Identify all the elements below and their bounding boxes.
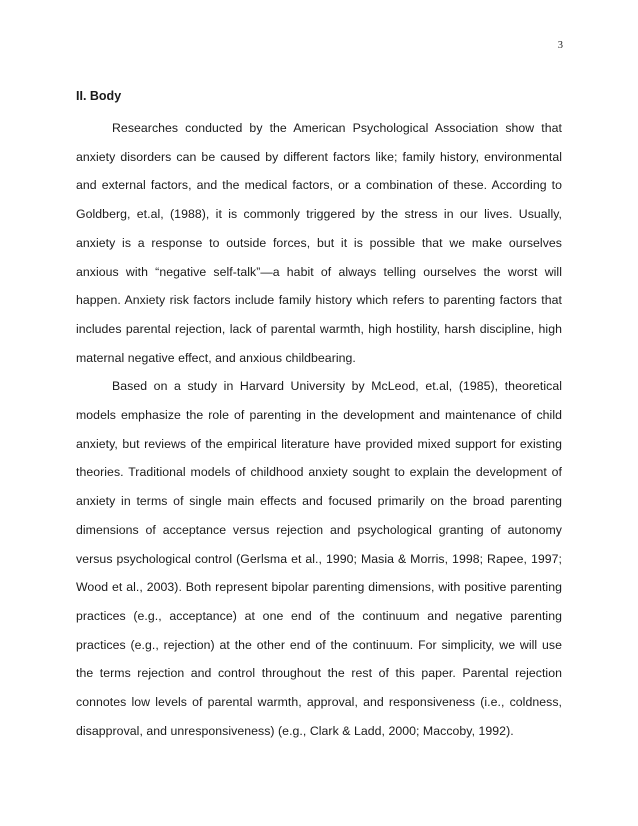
paragraph-2: Based on a study in Harvard University by McLeod, et.al, (1985), theoretical models emphasize the role of parenting in the development and maintenance of child anxiety, but reviews of the empirical literature have provided mixed support for existing theories. Traditional models of childhood anxiety sought to explain the development of anxiety in terms of single main effects and focused primarily on the broad parenting dimensions of acceptance versus rejection and psychological granting of autonomy versus psychological control (Gerlsma et al., 1990; Masia & Morris, 1998; Rapee, 1997; Wood et al., 2003). Both represent bipolar parenting dimensions, with positive parenting practices (e.g., acceptance) at one end of the continuum and negative parenting practices (e.g., rejection) at the other end of the continuum. For simplicity, we will use the terms rejection and control throughout the rest of this paper. Parental rejection connotes low levels of parental warmth, approval, and responsiveness (i.e., coldness, disapproval, and unresponsiveness) (e.g., Clark & Ladd, 2000; Maccoby, 1992).: [76, 379, 562, 738]
paragraph-1: Researches conducted by the American Psychological Association show that anxiety disorders can be caused by different factors like; family history, environmental and external factors, and the medical factors, or a combination of these. According to Goldberg, et.al, (1988), it is commonly triggered by the stress in our lives. Usually, anxiety is a response to outside forces, but it is possible that we make ourselves anxious with “negative self-talk”—a habit of always telling ourselves the worst will happen. Anxiety risk factors include family history which refers to parenting factors that includes parental rejection, lack of parental warmth, high hostility, harsh discipline, high maternal negative effect, and anxious childbearing.: [76, 121, 562, 365]
body-text: [76, 114, 562, 745]
section-heading: II. Body: [76, 89, 122, 103]
page-number: 3: [557, 40, 563, 51]
